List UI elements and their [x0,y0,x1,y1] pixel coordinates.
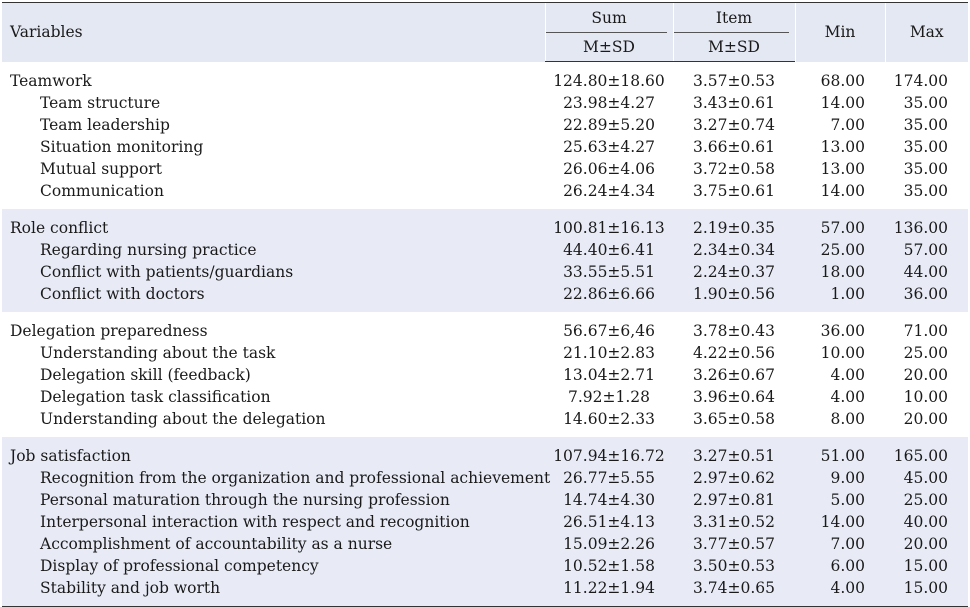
max-cell: 20.00 [903,410,948,428]
sub-variable-label: Delegation skill (feedback) [40,366,251,384]
max-cell: 15.00 [885,555,968,577]
max-cell: 36.00 [885,283,968,312]
max-cell: 15.00 [885,577,968,607]
min-cell: 10.00 [820,344,865,362]
sum-msd-cell: 26.51±4.13 [545,511,673,533]
sum-msd-cell: 100.81±16.13 [545,209,673,239]
sub-variable-label: Accomplishment of accountability as a nurse [2,533,545,555]
max-cell: 20.00 [885,533,968,555]
sum-msd-cell: 7.92±1.28 [567,388,650,406]
item-msd-cell: 3.31±0.52 [673,511,795,533]
item-msd-cell: 2.97±0.62 [673,467,795,489]
table-row [2,489,968,511]
max-cell: 25.00 [903,344,948,362]
group-title-row [2,312,968,342]
item-msd-cell: 3.27±0.51 [673,437,795,467]
max-cell: 35.00 [903,182,948,200]
group-label: Teamwork [10,71,92,90]
max-cell: 10.00 [903,388,948,406]
min-cell: 14.00 [795,511,885,533]
item-msd-cell: 3.57±0.53 [692,72,775,90]
min-cell: 7.00 [795,533,885,555]
item-msd-cell: 2.97±0.81 [673,489,795,511]
header-min: Min [795,3,885,62]
table-row [2,342,968,364]
table-row [2,136,968,158]
min-cell: 36.00 [820,322,865,340]
sub-variable-label: Mutual support [40,160,162,178]
sum-msd-cell: 26.77±5.55 [545,467,673,489]
item-msd-cell: 4.22±0.56 [692,344,775,362]
min-cell: 4.00 [830,366,865,384]
table-row [2,408,968,437]
sum-msd-cell: 21.10±2.83 [563,344,655,362]
header-max: Max [885,3,968,62]
sum-msd-cell: 44.40±6.41 [545,239,673,261]
min-cell: 13.00 [820,160,865,178]
sub-variable-label: Communication [40,182,164,200]
sub-variable-label: Stability and job worth [2,577,545,607]
min-cell: 25.00 [795,239,885,261]
group-title-row [2,209,968,239]
sub-variable-label: Display of professional competency [2,555,545,577]
variable-group [2,62,968,210]
header-variables: Variables [2,3,545,62]
item-msd-cell: 3.50±0.53 [673,555,795,577]
sum-msd-cell: 56.67±6,46 [563,322,655,340]
sub-variable-label: Recognition from the organization and professional achievement [2,467,545,489]
sum-msd-cell: 22.86±6.66 [545,283,673,312]
item-msd-cell: 3.65±0.58 [692,410,775,428]
sum-msd-cell: 13.04±2.71 [563,366,655,384]
sum-msd-cell: 11.22±1.94 [545,577,673,607]
table-row [2,92,968,114]
sum-msd-cell: 26.24±4.34 [563,182,655,200]
table-header [2,3,968,62]
statistics-table [2,2,968,607]
group-title-row [2,62,968,93]
sum-msd-cell: 107.94±16.72 [545,437,673,467]
max-cell: 35.00 [903,116,948,134]
max-cell: 20.00 [903,366,948,384]
table-row [2,239,968,261]
table-row [2,533,968,555]
sub-variable-label: Conflict with patients/guardians [2,261,545,283]
max-cell: 25.00 [885,489,968,511]
min-cell: 5.00 [795,489,885,511]
header-item-msd: M±SD [673,32,795,62]
sub-variable-label: Understanding about the delegation [40,410,326,428]
max-cell: 44.00 [885,261,968,283]
table-row [2,555,968,577]
header-sum: Sum [545,3,673,33]
max-cell: 35.00 [903,138,948,156]
sum-msd-cell: 33.55±5.51 [545,261,673,283]
item-msd-cell: 3.72±0.58 [692,160,775,178]
max-cell: 71.00 [903,322,948,340]
max-cell: 35.00 [903,160,948,178]
sub-variable-label: Understanding about the task [40,344,276,362]
sum-msd-cell: 26.06±4.06 [563,160,655,178]
min-cell: 14.00 [820,94,865,112]
sub-variable-label: Situation monitoring [40,138,204,156]
min-cell: 18.00 [795,261,885,283]
sub-variable-label: Interpersonal interaction with respect and recognition [2,511,545,533]
sub-variable-label: Personal maturation through the nursing profession [2,489,545,511]
variable-group [2,312,968,437]
max-cell: 174.00 [893,71,948,90]
table-row [2,180,968,209]
sum-msd-cell: 23.98±4.27 [563,94,655,112]
item-msd-cell: 3.26±0.67 [692,366,775,384]
min-cell: 57.00 [795,209,885,239]
max-cell: 40.00 [885,511,968,533]
table-row [2,386,968,408]
table-row [2,158,968,180]
table-row [2,511,968,533]
sum-msd-cell: 14.60±2.33 [563,410,655,428]
sub-variable-label: Team leadership [40,116,170,134]
sum-msd-cell: 124.80±18.60 [553,72,665,90]
min-cell: 9.00 [795,467,885,489]
group-label: Delegation preparedness [10,322,208,340]
sum-msd-cell: 22.89±5.20 [563,116,655,134]
sub-variable-label: Delegation task classification [40,388,271,406]
item-msd-cell: 3.27±0.74 [692,116,775,134]
max-cell: 35.00 [903,94,948,112]
min-cell: 68.00 [820,71,865,90]
item-msd-cell: 3.78±0.43 [692,322,775,340]
group-label: Job satisfaction [2,437,545,467]
table-row [2,283,968,312]
sum-msd-cell: 25.63±4.27 [563,138,655,156]
group-title-row [2,437,968,467]
item-msd-cell: 3.96±0.64 [692,388,775,406]
table-row [2,577,968,607]
max-cell: 136.00 [885,209,968,239]
min-cell: 51.00 [795,437,885,467]
item-msd-cell: 2.24±0.37 [673,261,795,283]
item-msd-cell: 3.66±0.61 [692,138,775,156]
table-row [2,467,968,489]
min-cell: 14.00 [820,182,865,200]
item-msd-cell: 2.34±0.34 [673,239,795,261]
table-row [2,261,968,283]
min-cell: 13.00 [820,138,865,156]
min-cell: 6.00 [795,555,885,577]
item-msd-cell: 1.90±0.56 [673,283,795,312]
min-cell: 4.00 [795,577,885,607]
item-msd-cell: 3.77±0.57 [673,533,795,555]
min-cell: 8.00 [830,410,865,428]
sum-msd-cell: 10.52±1.58 [545,555,673,577]
max-cell: 45.00 [885,467,968,489]
group-label: Role conflict [2,209,545,239]
sub-variable-label: Conflict with doctors [2,283,545,312]
max-cell: 57.00 [885,239,968,261]
sum-msd-cell: 14.74±4.30 [545,489,673,511]
max-cell: 165.00 [885,437,968,467]
item-msd-cell: 3.43±0.61 [692,94,775,112]
table-row [2,114,968,136]
item-msd-cell: 3.75±0.61 [692,182,775,200]
min-cell: 1.00 [795,283,885,312]
header-item: Item [673,3,795,33]
sum-msd-cell: 15.09±2.26 [545,533,673,555]
header-sum-msd: M±SD [545,32,673,62]
min-cell: 7.00 [830,116,865,134]
sub-variable-label: Team structure [40,94,161,112]
min-cell: 4.00 [830,388,865,406]
item-msd-cell: 2.19±0.35 [673,209,795,239]
item-msd-cell: 3.74±0.65 [673,577,795,607]
variable-group [2,437,968,607]
sub-variable-label: Regarding nursing practice [2,239,545,261]
table-row [2,364,968,386]
variable-group [2,209,968,312]
